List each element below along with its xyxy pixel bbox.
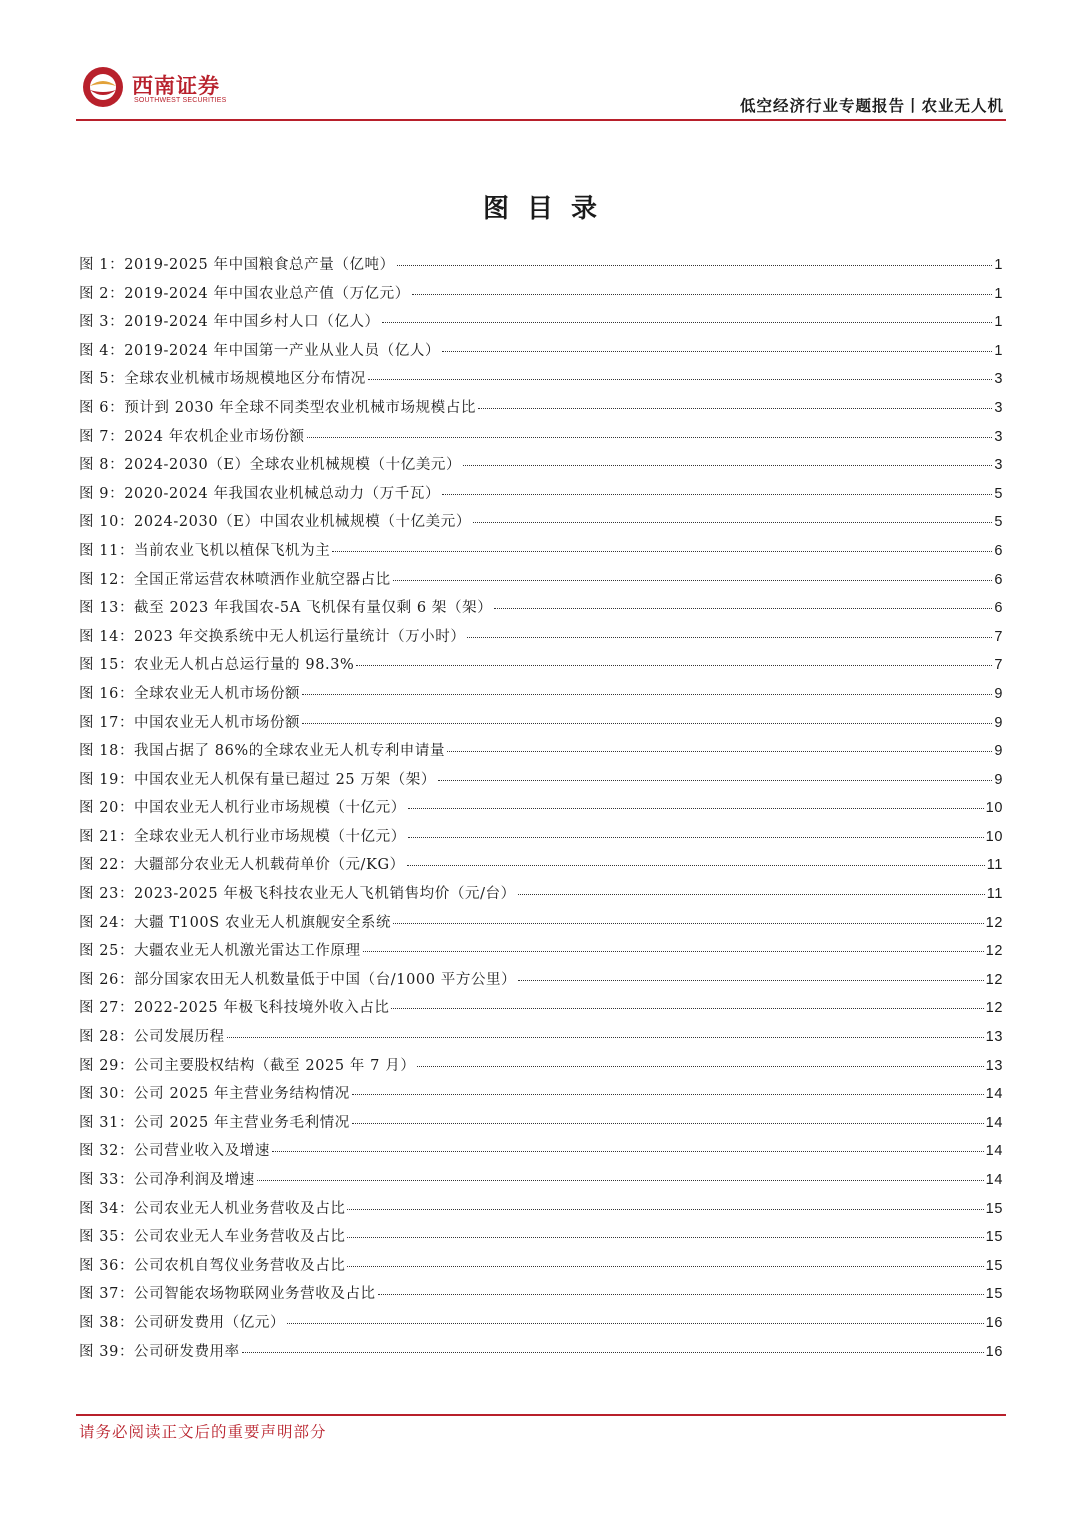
toc-entry-label: 图 33：公司净利润及增速 bbox=[79, 1172, 255, 1188]
report-title: 低空经济行业专题报告丨农业无人机 bbox=[739, 96, 1004, 115]
toc-entry-label: 图 15：农业无人机占总运行量的 98.3% bbox=[79, 657, 355, 674]
toc-leader-dots bbox=[412, 283, 992, 295]
toc-entry-label: 图 25：大疆农业无人机激光雷达工作原理 bbox=[79, 943, 361, 960]
toc-entry[interactable] bbox=[79, 682, 1003, 711]
toc-entry[interactable] bbox=[79, 1340, 1003, 1369]
toc-entry-label: 图 11：当前农业飞机以植保飞机为主 bbox=[79, 542, 331, 559]
toc-entry-label: 图 19：中国农业无人机保有量已超过 25 万架（架） bbox=[79, 771, 436, 788]
toc-entry-label: 图 14：2023 年交换系统中无人机运行量统计（万小时） bbox=[79, 628, 466, 645]
toc-entry-page: 7 bbox=[994, 628, 1003, 645]
toc-entry-page: 15 bbox=[985, 1257, 1003, 1274]
toc-leader-dots bbox=[494, 597, 992, 609]
toc-entry-page: 3 bbox=[994, 457, 1003, 474]
toc-leader-dots bbox=[302, 683, 992, 695]
toc-entry[interactable] bbox=[79, 1139, 1003, 1168]
toc-entry-page: 9 bbox=[994, 771, 1003, 788]
toc-entry-label: 图 10：2024-2030（E）中国农业机械规模（十亿美元） bbox=[79, 514, 471, 531]
toc-entry-label: 图 16：全球农业无人机市场份额 bbox=[79, 685, 301, 702]
toc-entry-label: 图 29：公司主要股权结构（截至 2025 年 7 月） bbox=[79, 1057, 416, 1074]
page-header bbox=[76, 60, 1006, 118]
toc-entry[interactable] bbox=[79, 367, 1003, 396]
toc-leader-dots bbox=[478, 397, 992, 409]
toc-leader-dots bbox=[518, 969, 983, 981]
toc-entry-page: 14 bbox=[985, 1086, 1003, 1103]
toc-entry-label: 图 20：中国农业无人机行业市场规模（十亿元） bbox=[79, 800, 406, 817]
toc-heading: 图目录 bbox=[482, 194, 615, 224]
toc-leader-dots bbox=[407, 854, 985, 866]
toc-entry-page: 12 bbox=[985, 1000, 1003, 1017]
toc-entry[interactable] bbox=[79, 625, 1003, 654]
toc-entry-page: 9 bbox=[994, 685, 1003, 702]
toc-entry-page: 12 bbox=[985, 971, 1003, 988]
toc-entry-label: 图 23：2023-2025 年极飞科技农业无人飞机销售均价（元/台） bbox=[79, 886, 516, 903]
toc-entry[interactable] bbox=[79, 1025, 1003, 1054]
toc-entry[interactable] bbox=[79, 1082, 1003, 1111]
toc-leader-dots bbox=[352, 1083, 984, 1095]
toc-entry-page: 3 bbox=[994, 399, 1003, 416]
toc-entry-label: 图 18：我国占据了 86%的全球农业无人机专利申请量 bbox=[79, 743, 446, 760]
toc-entry-label: 图 35：公司农业无人车业务营收及占比 bbox=[79, 1229, 346, 1246]
toc-leader-dots bbox=[417, 1055, 983, 1067]
toc-leader-dots bbox=[332, 540, 992, 552]
toc-entry[interactable] bbox=[79, 510, 1003, 539]
toc-entry-page: 6 bbox=[994, 600, 1003, 617]
toc-entry-page: 14 bbox=[985, 1143, 1003, 1160]
toc-entry[interactable] bbox=[79, 253, 1003, 282]
toc-entry-page: 3 bbox=[994, 428, 1003, 445]
toc-entry-page: 5 bbox=[994, 485, 1003, 502]
toc-leader-dots bbox=[272, 1140, 984, 1152]
toc-entry-label: 图 36：公司农机自驾仪业务营收及占比 bbox=[79, 1257, 346, 1274]
toc-leader-dots bbox=[467, 626, 992, 638]
toc-entry-page: 15 bbox=[985, 1200, 1003, 1217]
toc-leader-dots bbox=[393, 912, 984, 924]
toc-leader-dots bbox=[227, 1026, 984, 1038]
toc-entry-page: 15 bbox=[985, 1229, 1003, 1246]
toc-entry-label: 图 22：大疆部分农业无人机载荷单价（元/KG） bbox=[79, 857, 405, 874]
toc-entry[interactable] bbox=[79, 653, 1003, 682]
toc-leader-dots bbox=[368, 368, 992, 380]
toc-entry[interactable] bbox=[79, 568, 1003, 597]
toc-entry-label: 图 28：公司发展历程 bbox=[79, 1029, 225, 1046]
toc-leader-dots bbox=[352, 1112, 984, 1124]
toc-leader-dots bbox=[347, 1226, 983, 1238]
toc-entry-label: 图 8：2024-2030（E）全球农业机械规模（十亿美元） bbox=[79, 457, 462, 474]
toc-entry[interactable] bbox=[79, 1168, 1003, 1197]
toc-entry[interactable] bbox=[79, 396, 1003, 425]
toc-entry-page: 1 bbox=[994, 257, 1003, 273]
toc-entry-page: 13 bbox=[985, 1057, 1003, 1074]
toc-entry[interactable] bbox=[79, 711, 1003, 740]
logo-text-cn: 西南证券 bbox=[132, 73, 220, 98]
toc-leader-dots bbox=[287, 1312, 984, 1324]
toc-entry[interactable] bbox=[79, 796, 1003, 825]
toc-entry-label: 图 30：公司 2025 年主营业务结构情况 bbox=[79, 1086, 350, 1103]
toc-entry[interactable] bbox=[79, 482, 1003, 511]
toc-entry-page: 10 bbox=[985, 800, 1003, 817]
toc-entry-label: 图 4：2019-2024 年中国第一产业从业人员（亿人） bbox=[79, 342, 441, 359]
figure-table-of-contents bbox=[79, 253, 1003, 1368]
toc-entry-page: 14 bbox=[985, 1172, 1003, 1188]
toc-entry-page: 11 bbox=[986, 886, 1003, 903]
header-divider bbox=[76, 119, 1006, 121]
toc-entry-label: 图 6：预计到 2030 年全球不同类型农业机械市场规模占比 bbox=[79, 399, 476, 416]
toc-entry-page: 9 bbox=[994, 743, 1003, 760]
company-logo-icon bbox=[82, 66, 124, 108]
toc-entry[interactable] bbox=[79, 825, 1003, 854]
toc-entry[interactable] bbox=[79, 1197, 1003, 1226]
toc-entry[interactable] bbox=[79, 1311, 1003, 1340]
toc-leader-dots bbox=[347, 1255, 983, 1267]
toc-entry[interactable] bbox=[79, 539, 1003, 568]
toc-leader-dots bbox=[397, 254, 993, 266]
toc-entry-label: 图 39：公司研发费用率 bbox=[79, 1343, 240, 1360]
toc-entry-label: 图 24：大疆 T100S 农业无人机旗舰安全系统 bbox=[79, 914, 392, 931]
toc-leader-dots bbox=[302, 712, 992, 724]
toc-leader-dots bbox=[442, 483, 992, 495]
toc-leader-dots bbox=[408, 826, 984, 838]
toc-entry-page: 6 bbox=[994, 542, 1003, 559]
toc-entry-label: 图 38：公司研发费用（亿元） bbox=[79, 1314, 286, 1331]
toc-entry-page: 14 bbox=[985, 1114, 1003, 1131]
toc-entry-label: 图 7：2024 年农机企业市场份额 bbox=[79, 428, 305, 445]
toc-entry[interactable] bbox=[79, 939, 1003, 968]
toc-entry[interactable] bbox=[79, 853, 1003, 882]
toc-entry-page: 10 bbox=[985, 828, 1003, 845]
toc-entry-page: 1 bbox=[994, 342, 1003, 359]
toc-entry[interactable] bbox=[79, 882, 1003, 911]
toc-entry[interactable] bbox=[79, 425, 1003, 454]
toc-entry-page: 13 bbox=[985, 1029, 1003, 1046]
toc-entry-page: 15 bbox=[985, 1286, 1003, 1303]
toc-entry[interactable] bbox=[79, 1111, 1003, 1140]
toc-entry[interactable] bbox=[79, 768, 1003, 797]
logo-text-en: SOUTHWEST SECURITIES bbox=[134, 97, 227, 104]
toc-entry-page: 9 bbox=[994, 714, 1003, 731]
toc-entry-label: 图 5：全球农业机械市场规模地区分布情况 bbox=[79, 371, 366, 388]
toc-entry-label: 图 9：2020-2024 年我国农业机械总动力（万千瓦） bbox=[79, 485, 441, 502]
toc-leader-dots bbox=[391, 997, 983, 1009]
toc-leader-dots bbox=[438, 769, 992, 781]
toc-entry-page: 16 bbox=[985, 1314, 1003, 1331]
footer-divider bbox=[76, 1414, 1006, 1416]
toc-entry[interactable] bbox=[79, 1254, 1003, 1283]
toc-leader-dots bbox=[257, 1169, 984, 1181]
toc-entry-page: 11 bbox=[986, 857, 1003, 874]
toc-leader-dots bbox=[408, 797, 984, 809]
toc-entry-label: 图 13：截至 2023 年我国农-5A 飞机保有量仅剩 6 架（架） bbox=[79, 600, 493, 617]
toc-leader-dots bbox=[518, 883, 985, 895]
toc-entry[interactable] bbox=[79, 1282, 1003, 1311]
toc-entry[interactable] bbox=[79, 310, 1003, 339]
toc-entry-page: 7 bbox=[994, 657, 1003, 674]
toc-entry-label: 图 31：公司 2025 年主营业务毛利情况 bbox=[79, 1114, 350, 1131]
toc-entry-label: 图 34：公司农业无人机业务营收及占比 bbox=[79, 1200, 346, 1217]
toc-entry[interactable] bbox=[79, 1054, 1003, 1083]
toc-entry-page: 16 bbox=[985, 1343, 1003, 1360]
toc-entry-page: 1 bbox=[994, 314, 1003, 331]
toc-entry-page: 3 bbox=[994, 371, 1003, 388]
toc-entry-label: 图 3：2019-2024 年中国乡村人口（亿人） bbox=[79, 314, 380, 331]
toc-entry-label: 图 27：2022-2025 年极飞科技境外收入占比 bbox=[79, 1000, 390, 1017]
toc-entry-label: 图 37：公司智能农场物联网业务营收及占比 bbox=[79, 1286, 376, 1303]
toc-entry-page: 5 bbox=[994, 514, 1003, 531]
footer-disclaimer: 请务必阅读正文后的重要声明部分 bbox=[79, 1423, 327, 1441]
toc-entry-label: 图 32：公司营业收入及增速 bbox=[79, 1143, 270, 1160]
toc-entry-label: 图 12：全国正常运营农林喷洒作业航空器占比 bbox=[79, 571, 391, 588]
toc-entry[interactable] bbox=[79, 968, 1003, 997]
toc-leader-dots bbox=[382, 311, 993, 323]
toc-leader-dots bbox=[242, 1341, 984, 1353]
toc-entry-page: 6 bbox=[994, 571, 1003, 588]
toc-entry[interactable] bbox=[79, 596, 1003, 625]
toc-leader-dots bbox=[442, 340, 992, 352]
toc-leader-dots bbox=[378, 1283, 984, 1295]
toc-entry-label: 图 1：2019-2025 年中国粮食总产量（亿吨） bbox=[79, 257, 395, 273]
toc-entry-label: 图 17：中国农业无人机市场份额 bbox=[79, 714, 301, 731]
toc-entry-page: 12 bbox=[985, 914, 1003, 931]
toc-entry-page: 1 bbox=[994, 285, 1003, 302]
toc-entry[interactable] bbox=[79, 911, 1003, 940]
toc-entry-label: 图 2：2019-2024 年中国农业总产值（万亿元） bbox=[79, 285, 410, 302]
toc-leader-dots bbox=[307, 426, 993, 438]
toc-entry[interactable] bbox=[79, 996, 1003, 1025]
toc-entry[interactable] bbox=[79, 453, 1003, 482]
toc-entry[interactable] bbox=[79, 339, 1003, 368]
toc-leader-dots bbox=[363, 940, 984, 952]
toc-entry[interactable] bbox=[79, 1225, 1003, 1254]
toc-leader-dots bbox=[463, 454, 992, 466]
toc-entry-page: 12 bbox=[985, 943, 1003, 960]
toc-leader-dots bbox=[356, 654, 992, 666]
toc-leader-dots bbox=[347, 1198, 983, 1210]
toc-leader-dots bbox=[447, 740, 992, 752]
toc-entry-label: 图 21：全球农业无人机行业市场规模（十亿元） bbox=[79, 828, 406, 845]
toc-entry[interactable] bbox=[79, 739, 1003, 768]
toc-entry-label: 图 26：部分国家农田无人机数量低于中国（台/1000 平方公里） bbox=[79, 971, 517, 988]
toc-leader-dots bbox=[473, 511, 992, 523]
toc-entry[interactable] bbox=[79, 282, 1003, 311]
toc-leader-dots bbox=[393, 569, 993, 581]
